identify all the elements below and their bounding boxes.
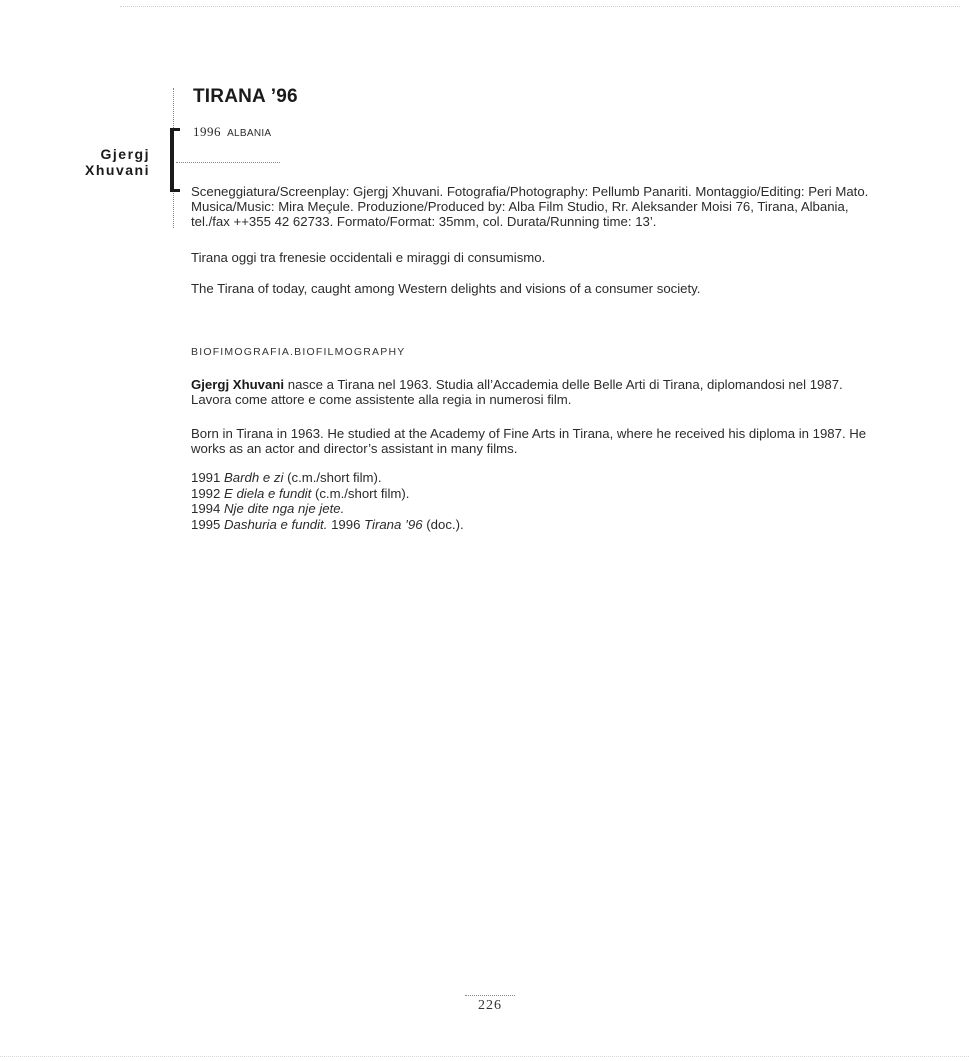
filmography-entry: 1991 Bardh e zi (c.m./short film).	[191, 470, 382, 485]
filmography-entry: 1995 Dashuria e fundit. 1996 Tirana ’96 (doc.).	[191, 516, 464, 532]
synopsis-italian: Tirana oggi tra frenesie occidentali e miraggi di consumismo.	[191, 250, 546, 265]
biography-italian	[191, 377, 871, 407]
biography-italian-text: nasce a Tirana nel 1963. Studia all’Accademia delle Belle Arti di Tirana, diplomandosi nel 1987. Lavora come attore e come assistente alla regia in numerosi film.	[191, 377, 843, 407]
director-last-name: Xhuvani	[85, 162, 150, 178]
director-first-name: Gjergj	[100, 146, 150, 162]
film-year-country	[193, 124, 271, 140]
filmography-entry: 1992 E diela e fundit (c.m./short film).	[191, 485, 410, 501]
director-name	[85, 146, 150, 178]
film-credits: Sceneggiatura/Screenplay: Gjergj Xhuvani. Fotografia/Photography: Pellumb Panariti. Montaggio/Editing: Peri Mato. Musica/Music: Mira Meçule. Produzione/Produced by: Alba Film Studio, Rr. Aleksander Moisi 76, Tirana, Albania, tel./fax ++355 42 62733. Formato/Format: 35mm, col. Durata/Running time: 13’.	[191, 184, 869, 229]
scan-artifact-bottom	[0, 1056, 969, 1057]
filmography-list	[191, 470, 464, 532]
horizontal-dotted-rule	[176, 162, 280, 163]
page-number-rule	[465, 995, 515, 996]
synopsis-english: The Tirana of today, caught among Western delights and visions of a consumer society.	[191, 281, 701, 296]
film-year: 1996	[193, 124, 221, 139]
film-title: TIRANA ’96	[193, 86, 298, 107]
biography-english: Born in Tirana in 1963. He studied at the Academy of Fine Arts in Tirana, where he received his diploma in 1987. He works as an actor and director’s assistant in many films.	[191, 426, 867, 456]
page-number: 226	[478, 998, 502, 1013]
biofilmography-heading: BIOFIMOGRAFIA.BIOFILMOGRAPHY	[191, 346, 406, 358]
bracket-ornament	[170, 128, 180, 192]
filmography-entry: 1994 Nje dite nga nje jete.	[191, 501, 345, 516]
biography-director-name: Gjergj Xhuvani	[191, 377, 285, 392]
film-country: ALBANIA	[227, 128, 272, 139]
scan-artifact-top	[120, 6, 960, 7]
